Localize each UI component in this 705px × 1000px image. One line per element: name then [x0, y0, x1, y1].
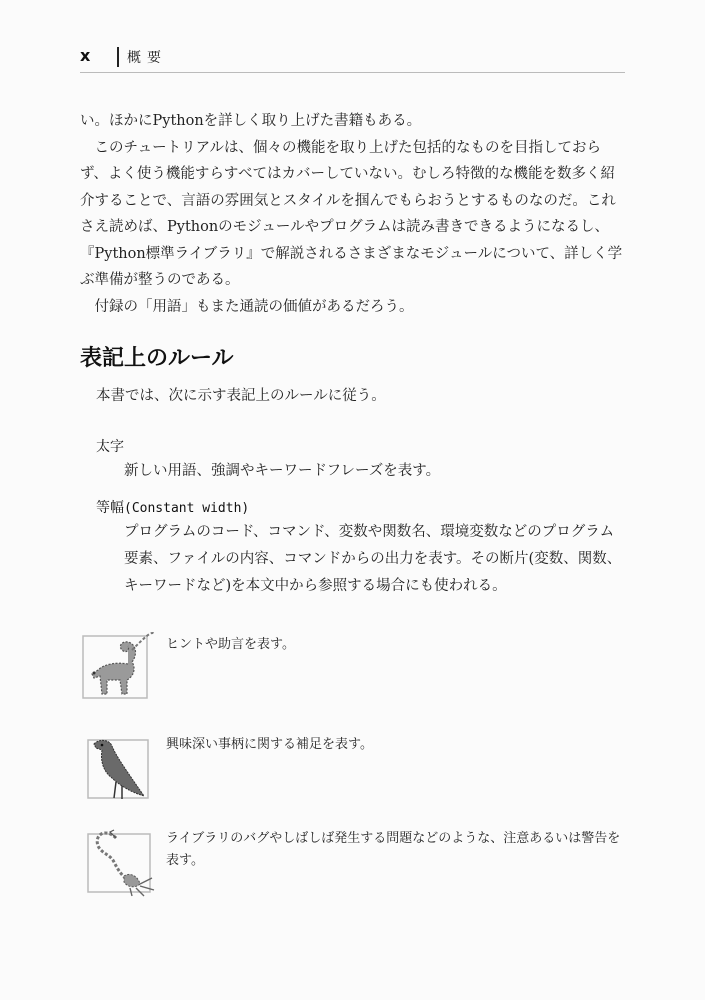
crow-icon: [80, 726, 158, 804]
paragraph: このチュートリアルは、個々の機能を取り上げた包括的なものを目指しておらず、よく使う機能すらすべてはカバーしていない。むしろ特徴的な機能を数多く紹介することで、言語の雰囲気とスタイルを掴んでもらおうとするものなのだ。これさえ読めば、Pythonのモジュールやプログラムは読み書きできるようになるし、『Python標準ライブラリ』で解説されるさまざまなモジュールについて、詳しく学ぶ準備が整うのである。: [80, 139, 623, 288]
paragraph: い。ほかにPythonを詳しく取り上げた書籍もある。: [80, 113, 422, 129]
section-heading: 表記上のルール: [80, 346, 234, 371]
term-label: 等幅: [96, 500, 124, 516]
convention-desc-monospace: プログラムのコード、コマンド、変数や関数名、環境変数などのプログラム要素、ファイルの内容、コマンドからの出力を表す。その断片(変数、関数、キーワードなど)を本文中から参照する場合にも使われる。: [124, 524, 622, 594]
convention-term-monospace: [96, 497, 249, 517]
body-text: [80, 108, 625, 320]
callout-tip-text: ヒントや助言を表す。: [166, 637, 295, 652]
term-label: 太字: [96, 439, 124, 455]
callout-note-text: 興味深い事柄に関する補足を表す。: [166, 737, 373, 752]
convention-desc-bold: 新しい用語、強調やキーワードフレーズを表す。: [124, 463, 441, 479]
section-intro: 本書では、次に示す表記上のルールに従う。: [96, 388, 386, 404]
page-number: x: [80, 46, 91, 65]
term-note: (Constant width): [124, 501, 250, 516]
chapter-title: 概要: [127, 50, 167, 66]
scorpion-icon: [80, 820, 158, 898]
header-divider: [117, 47, 119, 67]
running-header: [80, 46, 625, 73]
paragraph: 付録の「用語」もまた通読の価値があるだろう。: [94, 298, 414, 315]
lemur-icon: [80, 624, 158, 702]
callout-warning-text: ライブラリのバグやしばしば発生する問題などのような、注意あるいは警告を表す。: [166, 831, 621, 868]
convention-term-bold: [96, 436, 124, 456]
